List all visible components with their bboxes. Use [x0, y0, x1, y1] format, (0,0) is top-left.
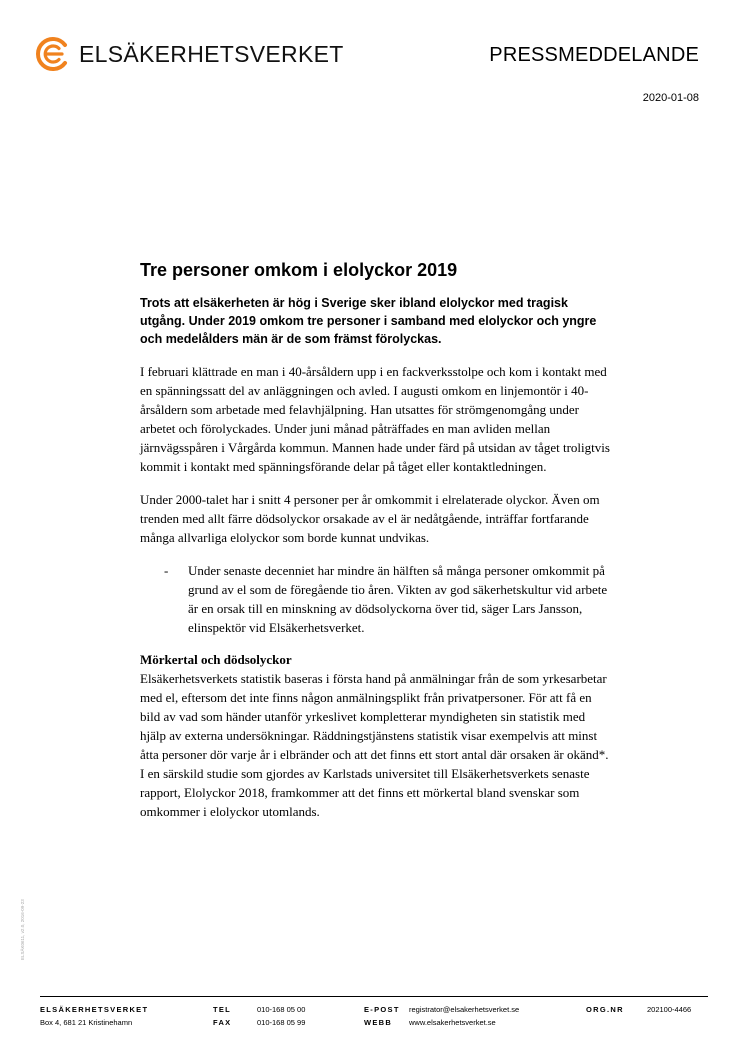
footer-web-label: WEBB: [364, 1018, 393, 1027]
document-type: PRESSMEDDELANDE: [489, 44, 699, 66]
footer-tel-value: 010-168 05 00: [257, 1005, 306, 1014]
logo: [34, 36, 344, 72]
footer-email-label: E-POST: [364, 1005, 400, 1014]
footer-address: Box 4, 681 21 Kristinehamn: [40, 1018, 133, 1027]
footer-fax-label: FAX: [213, 1018, 232, 1027]
footer-web-value[interactable]: www.elsakerhetsverket.se: [409, 1018, 496, 1027]
quote-bullet: -: [164, 563, 169, 578]
logo-wordmark: ELSÄKERHETSVERKET: [79, 40, 344, 67]
footer-org-name: ELSÄKERHETSVERKET: [40, 1005, 149, 1014]
article-lead: Trots att elsäkerheten är hög i Sverige sker ibland elolyckor med tragisk utgång. Under 2019 omkom tre personer i samband med elolyckor och yngre och medelålders män är de som främst förolyckas.: [140, 296, 597, 346]
footer-email-value[interactable]: registrator@elsakerhetsverket.se: [409, 1005, 520, 1014]
elsakerhetsverket-logo-icon: [34, 36, 70, 72]
publish-date: 2020-01-08: [642, 92, 699, 104]
article-paragraph-3: Elsäkerhetsverkets statistik baseras i första hand på anmälningar från de som yrkesarbetar med el, eftersom det inte finns någon anmälningsplikt från privatpersoner. För att få en bild av vad som händer utanför yrkeslivet kompletterar myndigheten sin statistik med hjälp av externa undersökningar. Räddningstjänstens statistik visar exempelvis att minst åtta personer dör varje år i elbränder och att det finns ett stort antal där orsaken är okänd*. I en särskild studie som gjordes av Karlstads universitet till Elsäkerhetsverkets senaste rapport, Elolyckor 2018, framkommer att det finns ett mörkertal bland svenskar som omkommer i elolyckor utomlands.: [140, 671, 609, 819]
quote-text: Under senaste decenniet har mindre än hälften så många personer omkommit på grund av el som de föregående tio åren. Vikten av god säkerhetskultur vid arbete är en orsak till en minskning av dödsolyckorna över tid, säger Lars Jansson, elinspektör vid Elsäkerhetsverket.: [188, 563, 608, 635]
footer-fax-value: 010-168 05 99: [257, 1018, 306, 1027]
article: [140, 258, 610, 835]
document-code: ELSÄK0611, v2.0, 2016-09-23: [20, 899, 25, 960]
footer-tel-label: TEL: [213, 1005, 232, 1014]
footer-orgnr-value: 202100-4466: [647, 1005, 692, 1014]
article-paragraph-1: I februari klättrade en man i 40-årsåldern upp i en fackverksstolpe och kom i kontakt med en spänningssatt del av anläggningen och avled. I augusti omkom en linjemontör i 40-årsåldern som arbetade med felavhjälpning. Han utsattes för strömgenomgång under arbetet och förolyckades. Under juni månad påträffades en man avliden mellan järnvägsspåren i Vårgårda kommun. Mannen hade under färd på utsidan av tåget troligtvis kommit i kontakt med spänningsförande delar på tåget eller kontaktledningen.: [140, 364, 610, 474]
quote-block: [140, 561, 610, 637]
footer-divider: [40, 996, 708, 997]
section-subheading: Mörkertal och dödsolyckor: [140, 652, 292, 667]
article-paragraph-2: Under 2000-talet har i snitt 4 personer per år omkommit i elrelaterade olyckor. Även om trenden med allt färre dödsolyckor orsakade av el är nedåtgående, inträffar fortfarande många allvarliga elolyckor som borde kunnat undvikas.: [140, 492, 600, 545]
article-headline: Tre personer omkom i elolyckor 2019: [140, 260, 458, 280]
footer-orgnr-label: ORG.NR: [586, 1005, 624, 1014]
